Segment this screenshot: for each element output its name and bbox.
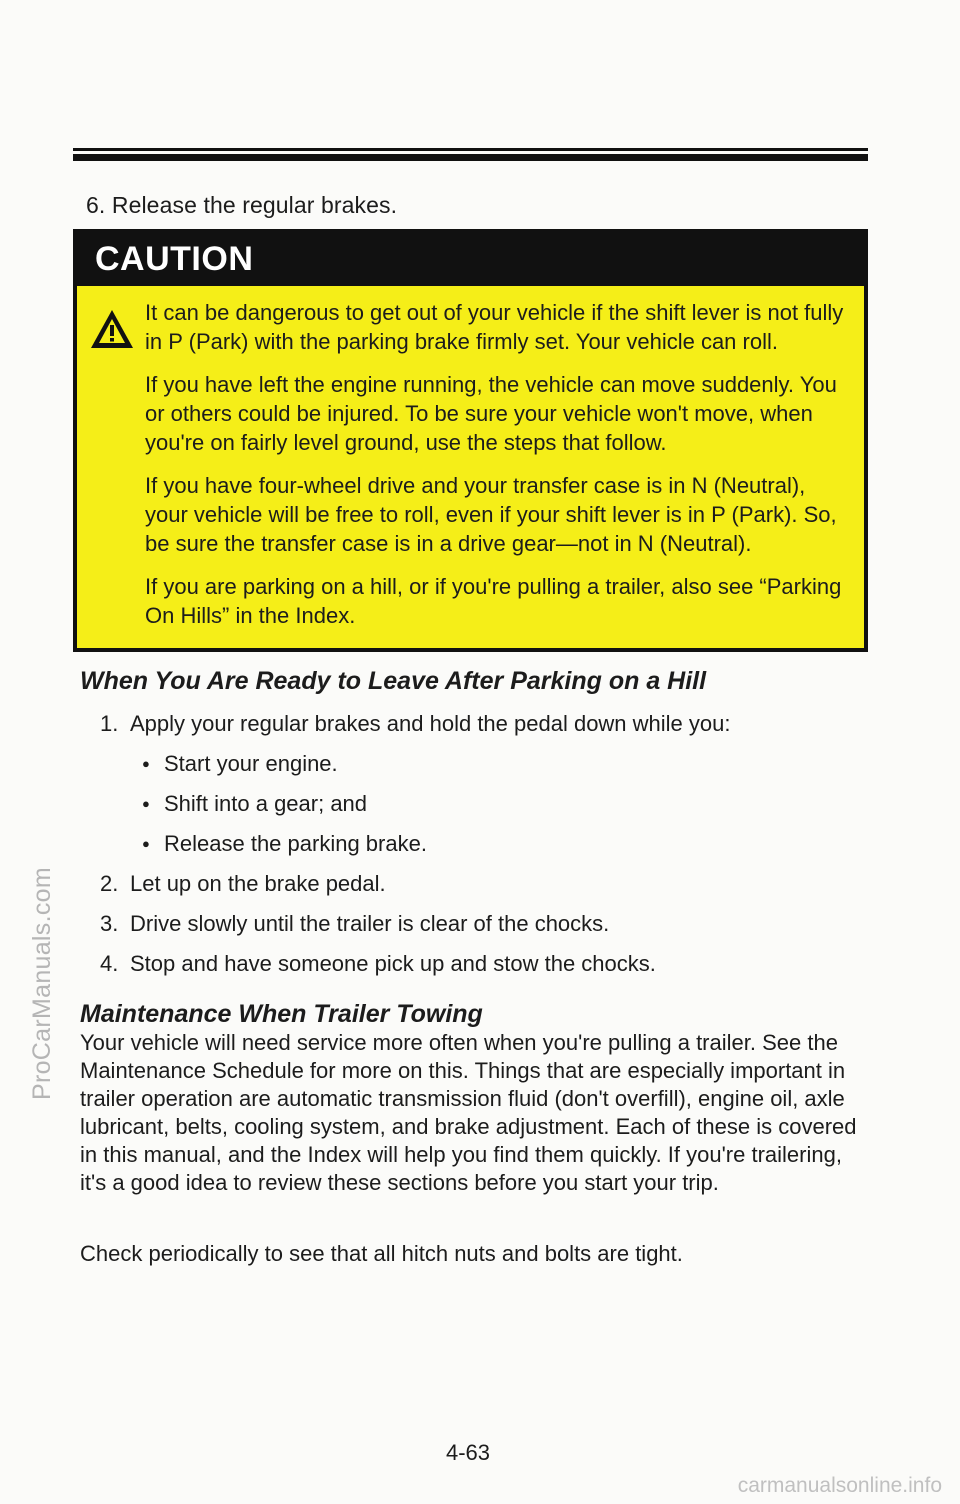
caution-paragraph-3: If you have four-wheel drive and your transfer case is in N (Neutral), your vehicle will be free to roll, even if your shift lever is in P (Park). So, be sure the transfer case is in a drive gear—not in N (Neutral). xyxy=(145,473,837,556)
side-watermark-text: ProCarManuals.com xyxy=(28,867,56,1100)
step-item xyxy=(100,710,880,738)
step-text: Drive slowly until the trailer is clear of the chocks. xyxy=(130,911,610,936)
caution-title: CAUTION xyxy=(95,240,254,278)
step-item xyxy=(100,910,880,938)
maintenance-paragraph-2: Check periodically to see that all hitch nuts and bolts are tight. xyxy=(80,1241,683,1266)
step-text: Apply your regular brakes and hold the pedal down while you: xyxy=(130,711,731,736)
bottom-watermark: carmanualsonline.info xyxy=(737,1474,942,1497)
bullet-item xyxy=(142,830,880,858)
caution-header xyxy=(77,233,864,286)
step-number: 2. xyxy=(100,871,119,896)
caution-paragraph-1: It can be dangerous to get out of your vehicle if the shift lever is not fully in P (Park) with the parking brake firmly set. Your vehicle can roll. xyxy=(145,300,844,354)
maintenance-paragraph-1: Your vehicle will need service more often when you're pulling a trailer. See the Maintenance Schedule for more on this. Things that are especially important in trailer operation are automatic transmission fluid (don't overfill), engine oil, axle lubricant, belts, cooling system, and brake adjustment. Each of these is covered in this manual, and the Index will help you find them quickly. If you're trailering, it's a good idea to review these sections before you start your trip. xyxy=(80,1030,857,1195)
section-heading-maintenance: Maintenance When Trailer Towing xyxy=(80,1000,483,1028)
bullet-icon: ● xyxy=(142,796,150,811)
bullet-text: Release the parking brake. xyxy=(164,831,427,856)
side-watermark xyxy=(28,867,56,1504)
caution-body xyxy=(77,286,864,630)
step-item xyxy=(100,950,880,978)
warning-triangle-icon xyxy=(89,308,135,350)
step-item xyxy=(100,870,880,898)
top-rule xyxy=(73,148,868,162)
bullet-text: Start your engine. xyxy=(164,751,338,776)
caution-box xyxy=(73,229,868,652)
caution-paragraph-4: If you are parking on a hill, or if you're pulling a trailer, also see “Parking On Hills” in the Index. xyxy=(145,574,842,628)
step-number: 3. xyxy=(100,911,119,936)
bullet-list xyxy=(142,750,880,858)
step-6-text: 6. Release the regular brakes. xyxy=(86,192,398,218)
bullet-icon: ● xyxy=(142,756,150,771)
page-number: 4-63 xyxy=(446,1440,491,1465)
bullet-item xyxy=(142,790,880,818)
bullet-item xyxy=(142,750,880,778)
step-number: 4. xyxy=(100,951,119,976)
leave-hill-steps xyxy=(100,710,880,990)
step-text: Stop and have someone pick up and stow the chocks. xyxy=(130,951,656,976)
bullet-text: Shift into a gear; and xyxy=(164,791,368,816)
top-rule-thin xyxy=(73,148,868,151)
bullet-icon: ● xyxy=(142,836,150,851)
section-heading-leave-hill: When You Are Ready to Leave After Parking on a Hill xyxy=(80,667,707,695)
step-text: Let up on the brake pedal. xyxy=(130,871,386,896)
step-number: 1. xyxy=(100,711,119,736)
top-rule-thick xyxy=(73,154,868,161)
caution-paragraph-2: If you have left the engine running, the vehicle can move suddenly. You or others could be injured. To be sure your vehicle won't move, when you're on fairly level ground, use the steps that follow. xyxy=(145,372,837,455)
